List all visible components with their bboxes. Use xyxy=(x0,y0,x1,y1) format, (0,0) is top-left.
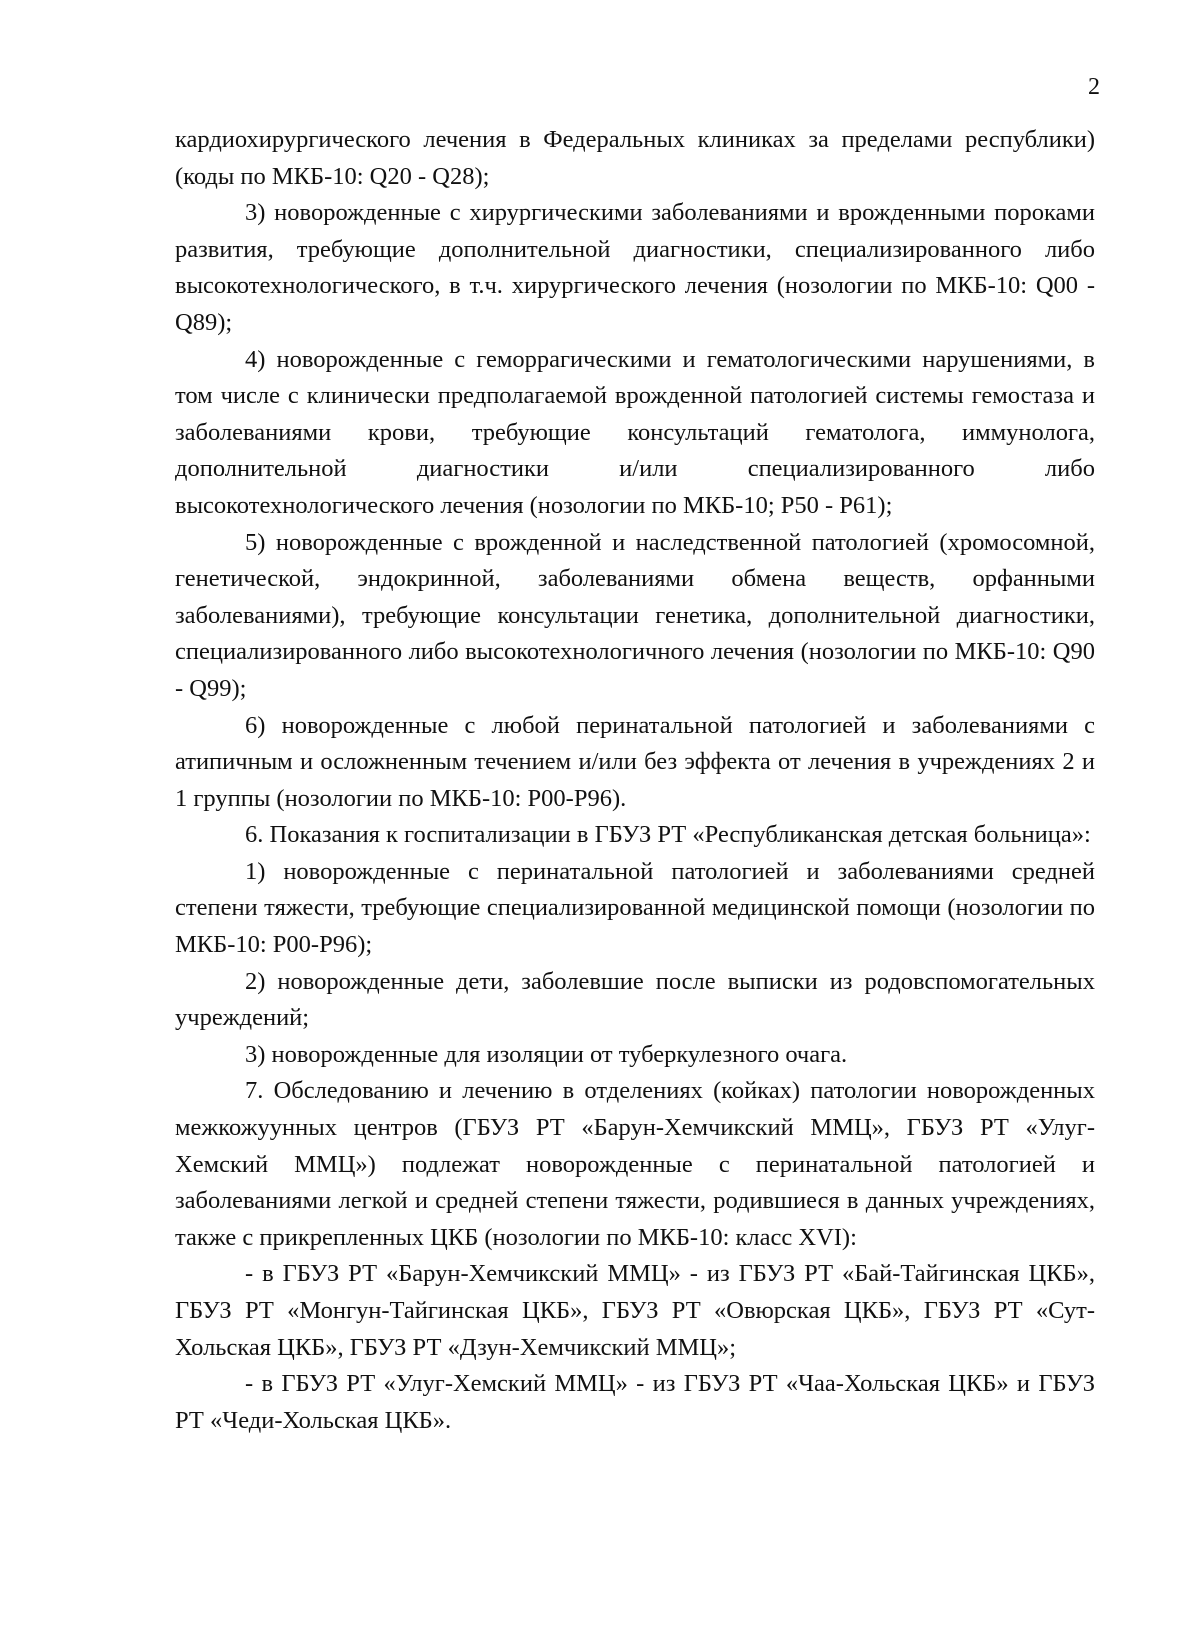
paragraph-section-7: 7. Обследованию и лечению в отделениях (койках) патологии новорожденных межкожуунных центров (ГБУЗ РТ «Барун-Хемчикский ММЦ», ГБУЗ РТ «Улуг-Хемский ММЦ») подлежат новорожденные с перинатальной патологией и заболеваниями легкой и средней степени тяжести, родившиеся в данных учреждениях, также с прикрепленных ЦКБ (нозологии по МКБ-10: класс XVI): xyxy=(175,1077,1095,1251)
paragraph-item-6-perinatal: 6) новорожденные с любой перинатальной патологией и заболеваниями с атипичным и осложненным течением и/или без эффекта от лечения в учреждениях 2 и 1 группы (нозологии по МКБ-10: Р00-Р96). xyxy=(175,711,1095,812)
paragraph-section-6-heading: 6. Показания к госпитализации в ГБУЗ РТ «Республиканская детская больница»: xyxy=(245,821,1091,849)
paragraph-section-6-item-3: 3) новорожденные для изоляции от туберкулезного очага. xyxy=(245,1040,848,1068)
paragraph-section-7-barun-khemchik: - в ГБУЗ РТ «Барун-Хемчикский ММЦ» - из ГБУЗ РТ «Бай-Тайгинская ЦКБ», ГБУЗ РТ «Монгун-Тайгинская ЦКБ», ГБУЗ РТ «Овюрская ЦКБ», ГБУЗ РТ «Сут-Хольская ЦКБ», ГБУЗ РТ «Дзун-Хемчикский ММЦ»; xyxy=(175,1260,1095,1361)
paragraph-section-6-item-2: 2) новорожденные дети, заболевшие после выписки из родовспомогательных учреждений; xyxy=(175,967,1095,1032)
document-body xyxy=(175,122,1095,1439)
paragraph-continuation: кардиохирургического лечения в Федеральных клиниках за пределами республики) (коды по МКБ-10: Q20 - Q28); xyxy=(175,126,1095,190)
paragraph-section-6-item-1: 1) новорожденные с перинатальной патологией и заболеваниями средней степени тяжести, требующие специализированной медицинской помощи (нозологии по МКБ-10: Р00-Р96); xyxy=(175,857,1095,959)
paragraph-section-7-ulug-khem: - в ГБУЗ РТ «Улуг-Хемский ММЦ» - из ГБУЗ РТ «Чаа-Хольская ЦКБ» и ГБУЗ РТ «Чеди-Хольская ЦКБ». xyxy=(175,1370,1095,1434)
page-number: 2 xyxy=(1088,74,1100,100)
paragraph-item-5-hereditary: 5) новорожденные с врожденной и наследственной патологией (хромосомной, генетической, эндокринной, заболеваниями обмена веществ, орфанными заболеваниями), требующие консультации генетика, дополнительной диагностики, специализированного либо высокотехнологичного лечения (нозологии по МКБ-10: Q90 - Q99); xyxy=(175,528,1095,702)
paragraph-item-3-surgical: 3) новорожденные с хирургическими заболеваниями и врожденными пороками развития, требующие дополнительной диагностики, специализированного либо высокотехнологического, в т.ч. хирургического лечения (нозологии по МКБ-10: Q00 - Q89); xyxy=(175,199,1095,336)
paragraph-item-4-hematologic: 4) новорожденные с геморрагическими и гематологическими нарушениями, в том числе с клинически предполагаемой врожденной патологией системы гемостаза и заболеваниями крови, требующие консультаций гематолога, иммунолога, дополнительной диагностики и/или специализированного либо высокотехнологического лечения (нозологии по МКБ-10; Р50 - Р61); xyxy=(175,345,1095,519)
